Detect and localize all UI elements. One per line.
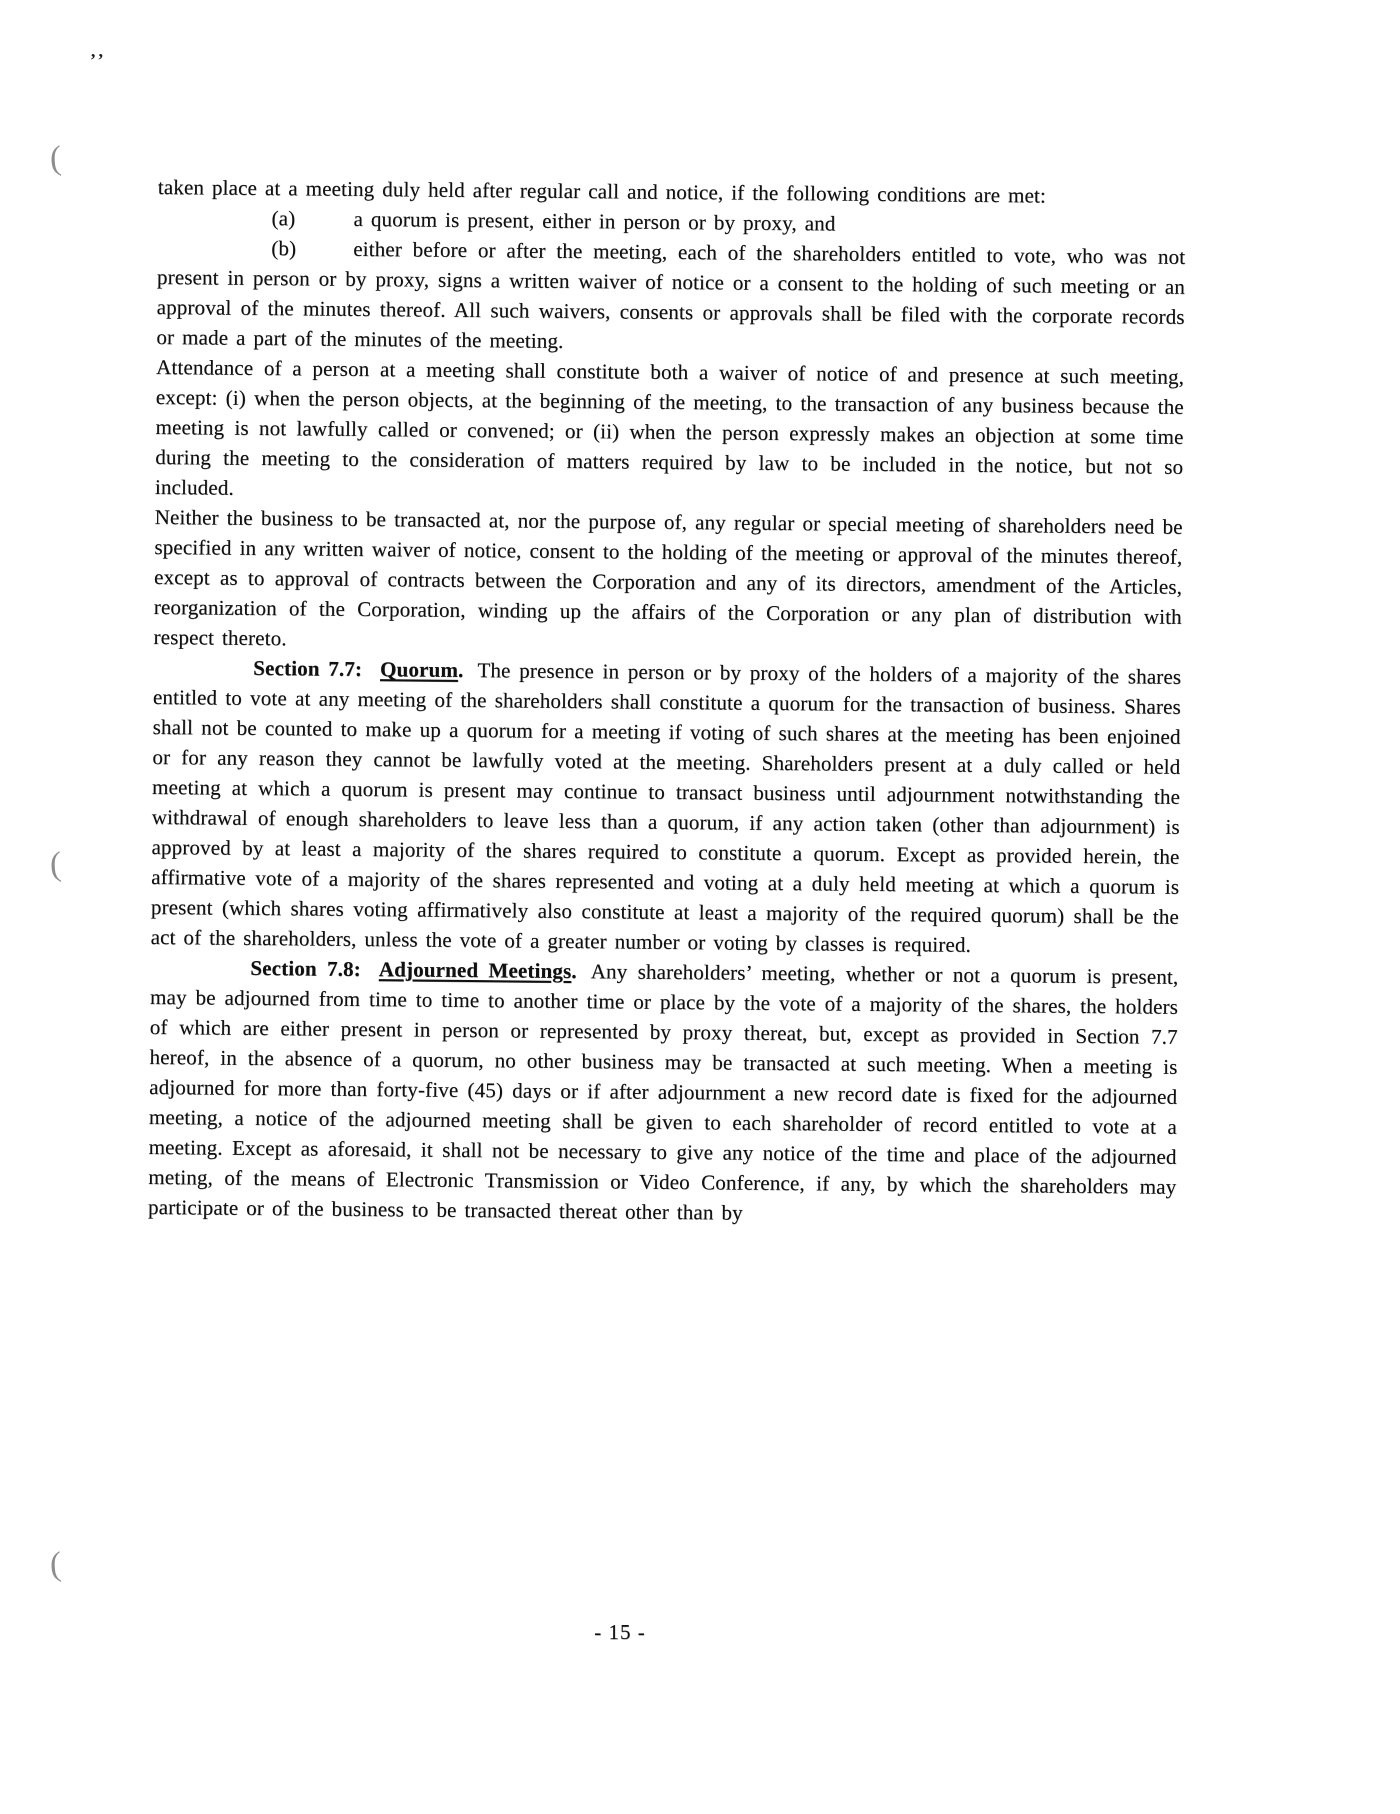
scan-margin-mark-middle: ( [49, 845, 63, 884]
scan-margin-mark-bottom: ( [49, 1545, 63, 1584]
section-7-8-adjourned-meetings [148, 952, 1179, 1232]
section-7-8-label: Section 7.8: [250, 955, 361, 981]
section-7-7-period: . [457, 657, 464, 682]
list-item-a-text: a quorum is present, either in person or by proxy, and [353, 206, 836, 236]
page-content [148, 172, 1186, 1232]
scan-margin-mark-top: ( [49, 139, 63, 178]
list-item-b-marker: (b) [271, 236, 297, 261]
section-7-7-quorum [151, 652, 1182, 962]
paragraph-attendance: Attendance of a person at a meeting shall constitute both a waiver of notice of and presence at such meeting, except: (i) when the person objects, at the beginning of the meeting, to the transaction of any business because the meeting is not lawfully called or convened; or (ii) when the person expressly makes an objection at some time during the meeting to the consideration of matters required by law to be included in the notice, but not so included. [154, 354, 1185, 500]
section-7-8-body: Any shareholders’ meeting, whether or not a quorum is present, may be adjourned from time to time to another time or place by the vote of a majority of the shares, the holders of which are either present in person or represented by proxy thereat, but, except as provided in Section 7.7 hereof, in the absence of a quorum, no other business may be transacted at such meeting. When a meeting is adjourned for more than forty-five (45) days or if after adjournment a new record date is fixed for the adjourned meeting, a notice of the adjourned meeting shall be given to each shareholder of record entitled to vote at a meeting. Except as aforesaid, it shall not be necessary to give any notice of the time and place of the adjourned meting, of the means of Electronic Transmission or Video Conference, if any, by which the shareholders may participate or of the business to be transacted thereat other than by [147, 959, 1179, 1225]
section-7-7-title: Quorum [380, 657, 459, 682]
paragraph-intro: taken place at a meeting duly held after regular call and notice, if the following conditions are met: [157, 174, 1047, 208]
paragraph-waiver-contents: Neither the business to be transacted at, nor the purpose of, any regular or special meeting of shareholders need be specified in any written waiver of notice, consent to the holding of the meeting or approval of the minutes thereof, except as to approval of contracts between the Corporation and any of its directors, amendment of the Articles, reorganization of the Corporation, winding up the affairs of the Corporation or any plan of distribution with respect thereto. [153, 504, 1183, 651]
scan-speck-marks: ’’ [90, 50, 107, 70]
list-item-b [156, 232, 1185, 362]
section-7-8-title: Adjourned Meetings [378, 957, 572, 984]
page-number: - 15 - [594, 1620, 646, 1644]
list-item-a-marker: (a) [271, 206, 296, 231]
section-7-7-body: The presence in person or by proxy of the holders of a majority of the shares entitled to vote at any meeting of the shareholders shall constitute a quorum for the transaction of business. Shares shall not be counted to make up a quorum for a meeting if voting of such shares at the meeting has been enjoined or for any reason they cannot be lawfully voted at the meeting. Shareholders present at a duly called or held meeting at which a quorum is present may continue to transact business until adjournment notwithstanding the withdrawal of enough shareholders to leave less than a quorum, if any action taken (other than adjournment) is approved by at least a majority of the shares required to constitute a quorum. Except as provided herein, the affirmative vote of a majority of the shares represented and voting at a duly held meeting at which a quorum is present (which shares voting affirmatively also constitute at least a majority of the required quorum) shall be the act of the shareholders, unless the vote of a greater number or voting by classes is required. [150, 658, 1182, 957]
list-item-b-text: either before or after the meeting, each of the shareholders entitled to vote, who was not present in person or by proxy, signs a written waiver of notice or a consent to the holding of such meeting or an approval of the minutes thereof. All such waivers, consents or approvals shall be filed with the corporate records or made a part of the minutes of the meeting. [156, 236, 1186, 353]
section-7-8-period: . [571, 959, 577, 984]
section-7-7-label: Section 7.7: [253, 655, 363, 681]
